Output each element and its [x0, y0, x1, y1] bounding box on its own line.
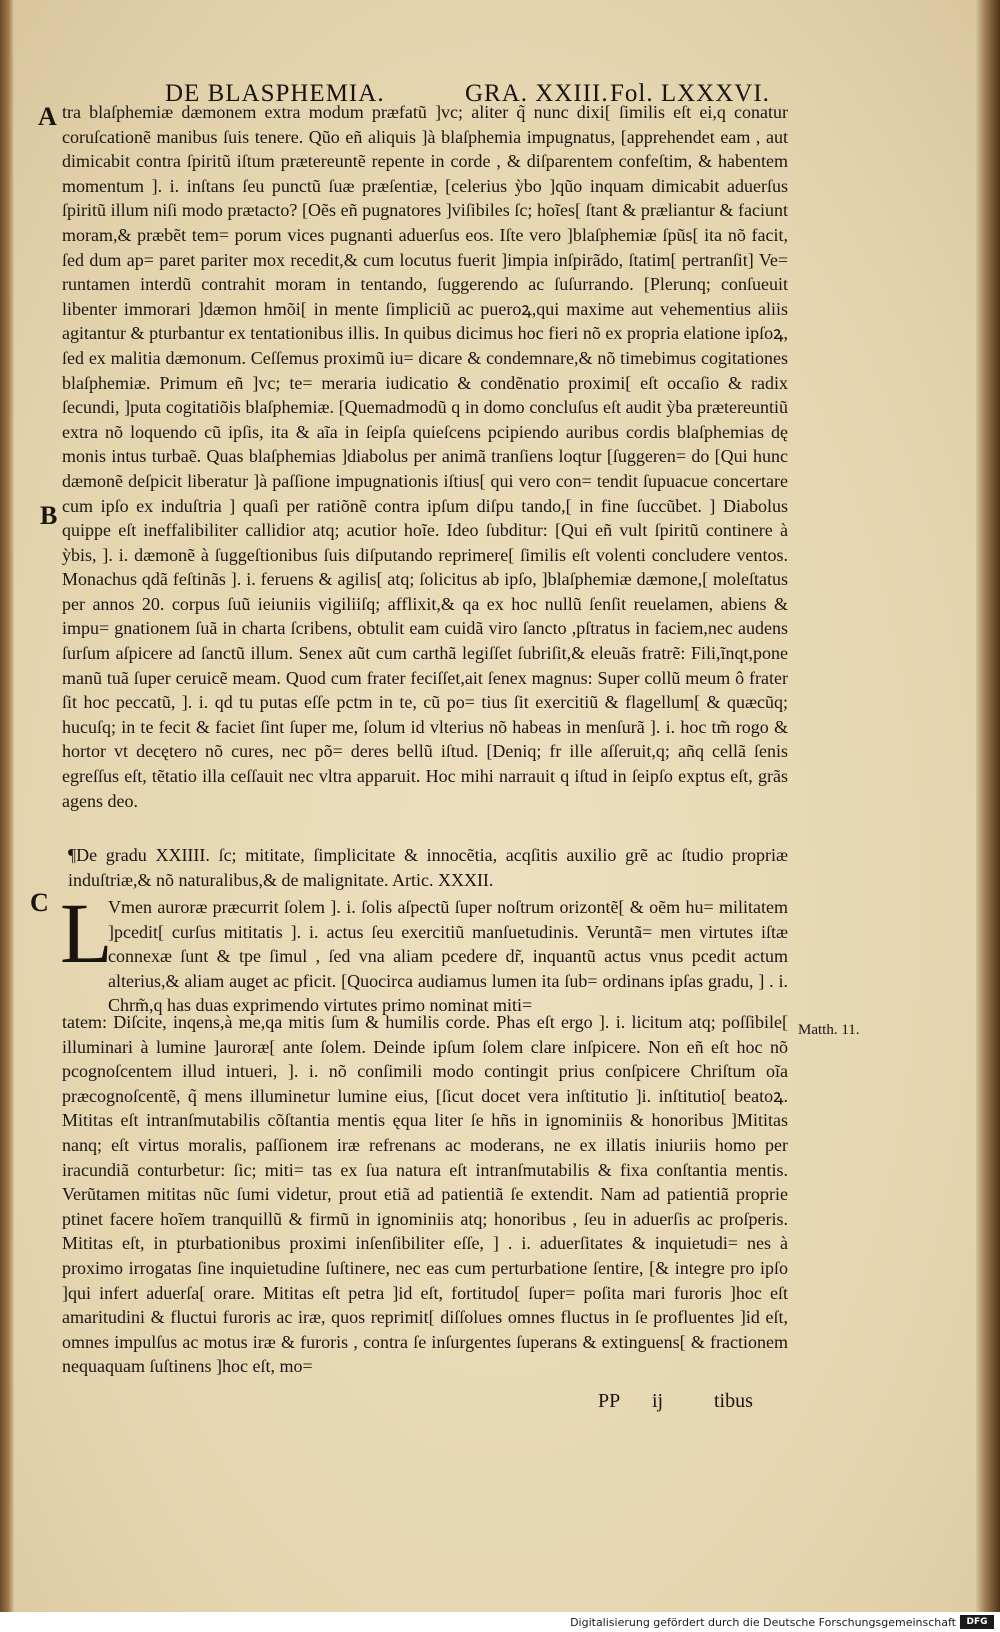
paragraph-1: tra blaſphemiæ dæmonem extra modum præfatũ ]vc; aliter q̃ nunc dixi[ ſimilis eſt ei,q conatur coruſcationẽ manibus ſuis tenere. Qũo eñ aliquis ]à blaſphemia impugnatus, [apprehendet eam , aut dimicabit contra ſpiritũ iſtum prætereuntẽ repente in corde , & diſparentem confeſtim, & habentem momentum ]. i. inſtans ſeu punctũ ſuæ præſentiæ, [celerius ỳbo ]qũo inquam dimicabit aduerſus ſpiritũ illum niſi modo prætacto? [Oẽs eñ pugnatores ]viſibiles ſc; hoĩes[ ſtant & præliantur & faciunt moram,& præbẽt tem= porum vices pugnanti aduerſus eos. Iſte vero ]blaſphemiæ ſpũs[ ita nõ facit, ſed dum ap= paret pariter mox recedit,& cum locutus fuerit ]impia inſpirãdo, ſtatim[ pertranſit] Ve= runtamen interdũ contrahit moram in tentando, ſuggerendo ac ſuſurrando. [Plerunq; conſueuit libenter immorari ]dæmon hmõi[ in mente ſimpliciũ ac pueroꝝ,qui maxime aut vehementius aliis agitantur & pturbantur ex tentationibus illis. In quibus dicimus hoc fieri nõ ex propria elatione ipſoꝝ, ſed ex malitia dæmonum. Ceſſemus proximũ iu= dicare & condemnare,& nõ timebimus cogitationes blaſphemiæ. Primum eñ ]vc; te= meraria iudicatio & condẽnatio proximi[ eſt occaſio & radix ſecundi, ]puta cogitatiõis blaſphemiæ. [Quemadmodũ q in domo concluſus eſt audit ỳba prætereuntiũ extra nõ loquendo cũ ipſis, ita & aĩa in ſeipſa quieſcens pcipiendo auribus cordis blaſphemias dę monis intus turbaẽ. Quas blaſphemias ]diabolus per animã tranſiens loqtur [ſuggeren= do [Qui hunc dæmonẽ deſpicit liberatur ]à paſſione impugnationis iſtius[ qui vero con= tendit ſupuacue concertare cum ipſo ex induſtria ] quaſi per ratiõnẽ contra ipſum diſpu tando,[ in fine ſuccũbet. ] Diabolus quippe eſt ineffalibiliter callidior atq; acutior hoĩe. Ideo ſubditur: [Qui eñ vult ſpiritũ continere à ỳbis, ]. i. dæmonẽ à ſuggeſtionibus ſuis diſputando reprimere[ ſimilis eſt volenti concludere ventos. Monachus qdã feſtinãs ]. i. feruens & agilis[ atq; ſolicitus ab ipſo, ]blaſphemiæ dæmone,[ moleſtatus per annos 20. corpus ſuũ ieiuniis vigiliiſq; afflixit,& qa ex hoc nullũ ſenſit reuelamen, abiens & impu= gnationem ſuã in charta ſcribens, obtulit eam cuidã viro ſancto ,pſtratus in faciem,nec audens ſurſum aſpicere ad ſanctũ illum. Senex aũt cum carthã legiſſet ſubriſit,& eleuãs fratrẽ: Fili,ĩnqt,pone manũ tuã ſuper ceruicẽ meam. Quod cum frater feciſſet,ait ſenex magnus: Super collũ meum ô frater ſit hoc peccatũ, ]. i. qd tu putas eſſe pctm in te, cũ po= tius ſit exercitiũ & flagellum[ & quæcũq; hucuſq; in te fecit & faciet ſint ſuper me, ſolum id vlterius nõ habeas in menſurã ]. i. hoc tm̃ rogo & hortor vt decętero nõ cures, nec põ= deres bellũ iſtud. [Deniq; fr ille aſſeruit,q; añq cellã ſenis egreſſus eſt, tẽtatio illa ceſſauit nec vltra apparuit. Hoc mihi narrauit q iſtud in ſeipſo exptus eſt, grãs agens deo. [62, 102, 788, 811]
funding-notice: Digitalisierung gefördert durch die Deutsche Forschungsgemeinschaft [570, 1616, 956, 1629]
page-edge-right [976, 0, 1000, 1632]
page-edge-left [0, 0, 14, 1632]
dfg-logo: DFG [960, 1615, 994, 1629]
chapter-heading-text: ¶De gradu XXIIII. ſc; mititate, ſimplicitate & innocẽtia, acqſitis auxilio grẽ ac ſtudio propriæ induſtriæ,& nõ naturalibus,& de malignitate. Artic. XXXII. [68, 845, 788, 890]
signature-number: ij [652, 1390, 664, 1412]
header-gradus: GRA. XXIII. [465, 80, 609, 107]
margin-letter-a: A [38, 102, 57, 131]
chapter-heading [68, 843, 788, 891]
margin-note: Matth. 11. [798, 1022, 860, 1038]
text-block-3 [108, 895, 788, 1016]
paragraph-3: Vmen auroræ præcurrit ſolem ]. i. ſolis aſpectũ ſuper noſtrum orizontẽ[ & oẽm hu= militatem ]pcedit[ curſus mititatis ]. i. actus ſeu exercitiũ manſuetudinis. Veruntã= men virtutes iſtæ connexæ ſunt & tpe ſimul , ſed vna aliam pcedere dr̃, inquantũ actus vnus pcedit actum alterius,& aliam auget ac pficit. [Quocirca audiamus lumen ita ſub= ordinans ipſas gradu, ] . i. Chrm̃,q has duas exprimendo virtutes primo nominat miti= [108, 897, 788, 1016]
margin-letter-b: B [40, 501, 58, 530]
signature-mark: PP [598, 1390, 621, 1412]
margin-letter-c: C [30, 888, 49, 917]
footer-bar [0, 1612, 1000, 1632]
paragraph-4: tatem: Diſcite, inqens,à me,qa mitis ſum & humilis corde. Phas eſt ergo ]. i. licitum atq; poſſibile[ illuminari à lumine ]auroræ[ ante ſolem. Deinde ipſum ſolem clare inſpicere. Non eñ eſt hoc nõ pcognoſcentem illud intueri, ]. i. nõ conſimili modo contingit prius conſpicere Chriſtum oĩa præcognoſcentẽ, q̃ mens illuminetur lumine eius, [ſicut docet vera inſtitutio ]i. inſtitutio[ beatoꝝ. Mititas eſt intranſmutabilis cõſtantia mentis ęqua liter ſe hñs in ignominiis & honoribus ]Mititas nanq; eſt virtus moralis, paſſionem iræ refrenans ac moderans, ne ex illatis iniuriis homo per iracundiã conturbetur: ſic; miti= tas ex ſua natura eſt intranſmutabilis & fixa conſtantia mentis. Verũtamen mititas nũc ſumi videtur, prout etiã ad patientiã ſe extendit. Nam ad patientiã proprie ptinet facere hoĩem tranquillũ & firmũ in ignominiis atq; honoribus , ſeu in aduerſis ac proſperis. Mititas eſt, in pturbationibus proximi inſenſibiliter eſſe, ] . i. aduerſitates & inquietudi= nes à proximo irrogatas ſine inquietudine ſuſtinere, nec eas cum perturbatione ſentire, [& integre pro ipſo ]qui infert aduerſa[ orare. Mititas eſt petra ]id eſt, fortitudo[ ſuper= poſita mari furoris ]hoc eſt amaritudini & fluctui furoris ac iræ, quos reprimit[ diſſolues omnes fluctus in ſe profluentes ]id eſt, omnes impulſus ac motus iræ & furoris , contra ſe inſurgentes ſuperans & extinguens[ & fractionem nequaquam ſuſtinens ]hoc eſt, mo= [62, 1012, 788, 1377]
text-block-4 [62, 1010, 788, 1380]
drop-cap: L [60, 885, 113, 981]
header-folio: Fol. LXXXVI. [610, 80, 770, 107]
catchword: tibus [714, 1390, 753, 1412]
header-title: DE BLASPHEMIA. [165, 80, 385, 107]
text-block-1 [62, 100, 788, 840]
